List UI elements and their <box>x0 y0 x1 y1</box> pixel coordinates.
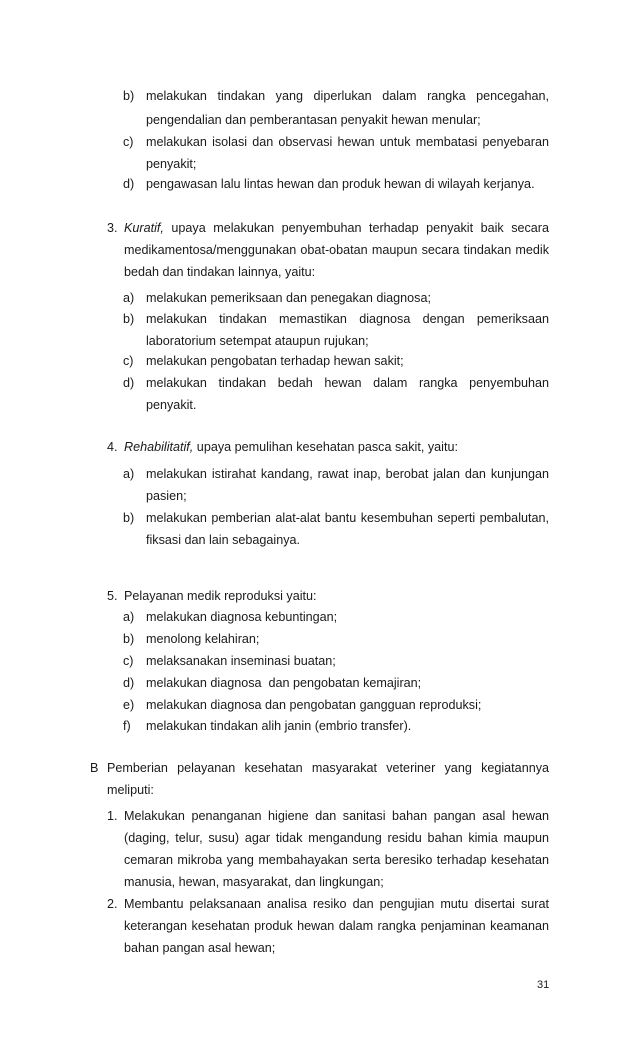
list-marker: 2. <box>107 897 118 911</box>
list-item-text: pengawasan lalu lintas hewan dan produk hewan di wilayah kerjanya. <box>146 177 535 191</box>
list-marker: f) <box>123 719 131 733</box>
list-item-text: melakukan tindakan bedah hewan dalam rangka penyembuhan <box>146 376 549 390</box>
paragraph-line: Pemberian pelayanan kesehatan masyarakat veteriner yang kegiatannya <box>107 761 549 775</box>
list-item-text: cemaran mikroba yang membahayakan serta beresiko terhadap kesehatan <box>124 853 549 867</box>
paragraph-text: upaya pemulihan kesehatan pasca sakit, yaitu: <box>193 440 458 454</box>
list-marker: 3. <box>107 221 118 235</box>
paragraph-text: upaya melakukan penyembuhan terhadap penyakit baik secara <box>163 221 549 235</box>
list-item-text: melakukan diagnosa dan pengobatan gangguan reproduksi; <box>146 698 482 712</box>
section-marker: B <box>90 761 99 775</box>
list-item-text: melaksanakan inseminasi buatan; <box>146 654 336 668</box>
list-item-text: melakukan diagnosa kebuntingan; <box>146 610 338 624</box>
list-marker: a) <box>123 467 135 481</box>
list-item-text: penyakit; <box>146 157 197 171</box>
list-item-text: fiksasi dan lain sebagainya. <box>146 533 301 547</box>
paragraph-line: Pelayanan medik reproduksi yaitu: <box>124 589 317 603</box>
list-item-text: melakukan tindakan alih janin (embrio transfer). <box>146 719 412 733</box>
list-marker: 1. <box>107 809 118 823</box>
list-marker: c) <box>123 135 134 149</box>
list-item-text: laboratorium setempat ataupun rujukan; <box>146 334 369 348</box>
list-item-text: melakukan tindakan memastikan diagnosa dengan pemeriksaan <box>146 312 549 326</box>
list-item-text: melakukan pengobatan terhadap hewan sakit; <box>146 354 404 368</box>
list-marker: d) <box>123 177 135 191</box>
list-item-text: menolong kelahiran; <box>146 632 260 646</box>
list-item-text: melakukan istirahat kandang, rawat inap, berobat jalan dan kunjungan <box>146 467 549 481</box>
list-marker: b) <box>123 511 135 525</box>
list-item-text: pasien; <box>146 489 187 503</box>
list-marker: b) <box>123 632 135 646</box>
list-item-text: keterangan kesehatan produk hewan dalam rangka penjaminan keamanan <box>124 919 549 933</box>
term-kuratif: Kuratif, <box>124 221 164 235</box>
page-number: 31 <box>537 979 550 991</box>
list-item-text: bahan pangan asal hewan; <box>124 941 276 955</box>
paragraph-line <box>124 221 549 236</box>
list-item-text: penyakit. <box>146 398 197 412</box>
paragraph-line: meliputi: <box>107 783 154 797</box>
list-item-text: melakukan pemeriksaan dan penegakan diagnosa; <box>146 291 431 305</box>
list-item-text: manusia, hewan, masyarakat, dan lingkungan; <box>124 875 384 889</box>
list-item-text: Membantu pelaksanaan analisa resiko dan pengujian mutu disertai surat <box>124 897 549 911</box>
list-marker: b) <box>123 312 135 326</box>
list-marker: d) <box>123 376 135 390</box>
list-marker: c) <box>123 354 134 368</box>
term-rehabilitatif: Rehabilitatif, <box>124 440 194 454</box>
list-marker: 4. <box>107 440 118 454</box>
list-marker: a) <box>123 291 135 305</box>
list-item-text: pengendalian dan pemberantasan penyakit hewan menular; <box>146 113 481 127</box>
list-item-text: (daging, telur, susu) agar tidak mengandung residu bahan kimia maupun <box>124 831 549 845</box>
list-marker: b) <box>123 89 135 103</box>
list-item-text: melakukan diagnosa dan pengobatan kemajiran; <box>146 676 422 690</box>
list-item-text: Melakukan penanganan higiene dan sanitasi bahan pangan asal hewan <box>124 809 549 823</box>
list-marker: e) <box>123 698 135 712</box>
paragraph-line: medikamentosa/menggunakan obat-obatan maupun secara tindakan medik <box>124 243 549 257</box>
list-marker: a) <box>123 610 135 624</box>
list-item-text: melakukan tindakan yang diperlukan dalam rangka pencegahan, <box>146 89 549 103</box>
list-item-text: melakukan isolasi dan observasi hewan untuk membatasi penyebaran <box>146 135 549 149</box>
paragraph-line: bedah dan tindakan lainnya, yaitu: <box>124 265 316 279</box>
list-item-text: melakukan pemberian alat-alat bantu kesembuhan seperti pembalutan, <box>146 511 549 525</box>
list-marker: c) <box>123 654 134 668</box>
list-marker: 5. <box>107 589 118 603</box>
list-marker: d) <box>123 676 135 690</box>
paragraph-line <box>124 440 458 455</box>
